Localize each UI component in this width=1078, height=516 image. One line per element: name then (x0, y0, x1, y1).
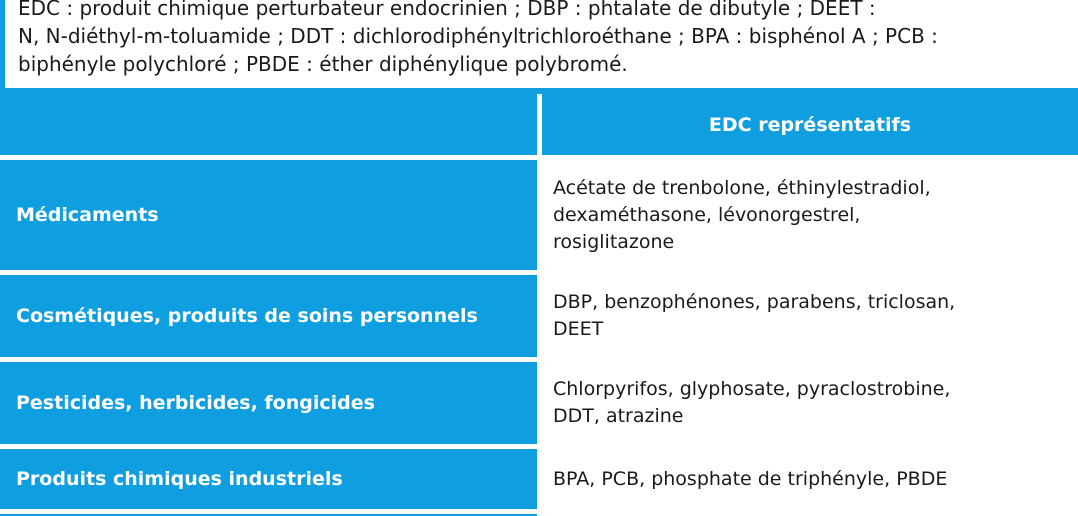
edc-examples-cell (542, 449, 1078, 509)
footnote-line: EDC : produit chimique perturbateur endocrinien ; DBP : phtalate de dibutyle ; DEET : (18, 0, 876, 20)
category-cell: Produits chimiques industriels (6, 449, 537, 509)
table-footnote (5, 0, 1078, 88)
footnote-line: N, N-diéthyl-m-toluamide ; DDT : dichlorodiphényltrichloroéthane ; BPA : bisphénol A ; PCB : (18, 24, 938, 48)
edc-examples-cell (542, 275, 1078, 357)
column-divider (537, 94, 542, 516)
category-cell: Médicaments (6, 160, 537, 270)
edc-line: Acétate de trenbolone, éthinylestradiol, (553, 176, 931, 199)
edc-line: DEET (553, 318, 604, 340)
edc-examples-cell (542, 362, 1078, 444)
edc-line: BPA, PCB, phosphate de triphényle, PBDE (553, 467, 948, 490)
header-edc-cell: EDC représentatifs (542, 94, 1078, 155)
footnote-line: biphényle polychloré ; PBDE : éther diphénylique polybromé. (18, 52, 628, 76)
edc-line: Chlorpyrifos, glyphosate, pyraclostrobine, (553, 378, 951, 400)
header-empty-cell (6, 94, 537, 155)
edc-line: DBP, benzophénones, parabens, triclosan, (553, 291, 956, 313)
edc-examples-cell (542, 160, 1078, 270)
category-cell: Pesticides, herbicides, fongicides (6, 362, 537, 444)
edc-line: rosiglitazone (553, 230, 675, 253)
edc-line: DDT, atrazine (553, 405, 684, 427)
category-cell: Cosmétiques, produits de soins personnels (6, 275, 537, 357)
edc-line: dexaméthasone, lévonorgestrel, (553, 203, 861, 226)
